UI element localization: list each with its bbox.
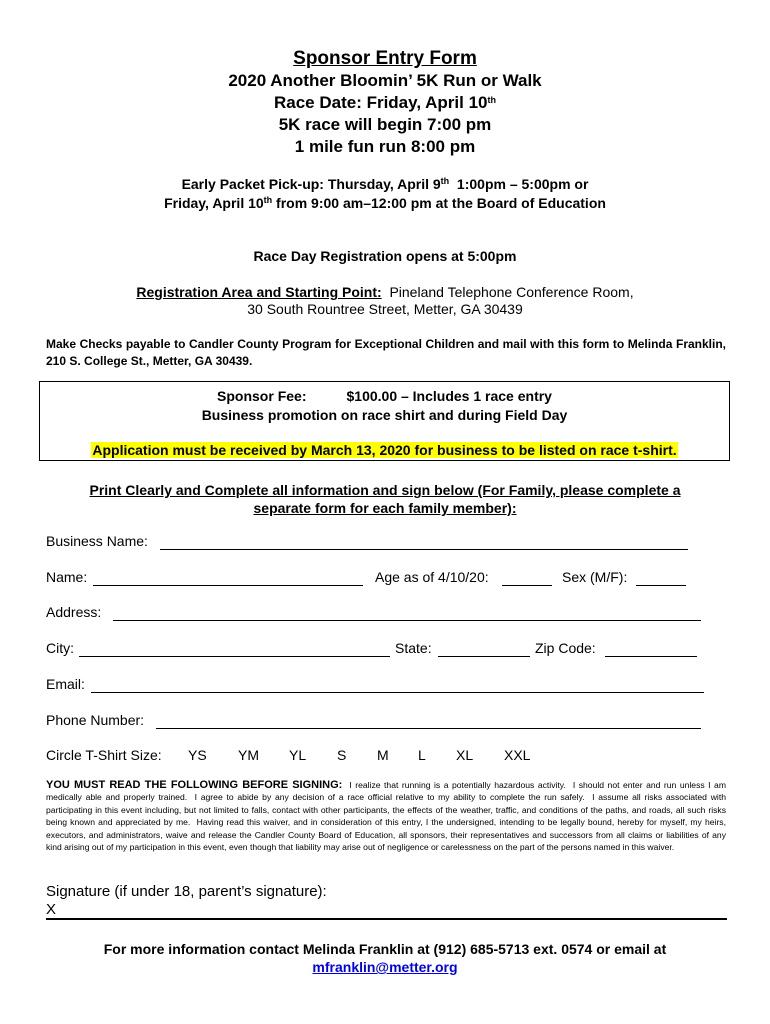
- waiver-text: [46, 779, 729, 853]
- sponsor-fee-value: $100.00 – Includes 1 race entry: [346, 388, 552, 404]
- phone-field[interactable]: [156, 728, 701, 729]
- pickup-line1-suffix: th: [440, 176, 450, 186]
- sponsor-fee-line: [40, 388, 729, 404]
- print-instructions: Print Clearly and Complete all information and sign below (For Family, please complete a separate form for each family member):: [89, 482, 681, 516]
- name-field[interactable]: [93, 585, 363, 586]
- signature-label: Signature (if under 18, parent’s signature):: [46, 883, 327, 900]
- 5k-start-time: 5K race will begin 7:00 pm: [278, 115, 492, 134]
- tshirt-size-yl[interactable]: YL: [289, 747, 307, 763]
- registration-label: Registration Area and Starting Point:: [136, 284, 382, 300]
- sex-field[interactable]: [636, 585, 686, 586]
- email-field[interactable]: [91, 692, 704, 693]
- business-promotion: Business promotion on race shirt and during Field Day: [201, 407, 568, 423]
- email-label: Email:: [46, 676, 85, 692]
- tshirt-size-label: Circle T-Shirt Size:: [46, 747, 162, 763]
- sponsor-fee-box: [39, 381, 730, 461]
- sponsor-fee-label: Sponsor Fee:: [217, 388, 307, 404]
- fun-run-time: 1 mile fun run 8:00 pm: [294, 137, 476, 156]
- contact-text: For more information contact Melinda Franklin at (912) 685-5713 ext. 0574 or email at: [103, 941, 667, 957]
- deadline-notice: [40, 442, 729, 458]
- tshirt-size-xxl[interactable]: XXL: [504, 747, 531, 763]
- pickup-line2-text: Friday, April 10: [164, 195, 264, 211]
- business-name-label: Business Name:: [46, 533, 148, 549]
- waiver-body: I realize that running is a potentially hazardous activity. I should not enter and run unless I am medically able and properly trained. I agree to abide by any decision of a race official relative to my ability to complete the run safely. I assume all risks associated with participating in this event including, but not limited to falls, contact with other participants, the effects of the weather, traffic, and conditions of the paths, and roads, all such risks being known and appreciated by me. Having read this waiver, and in consideration of this entry, I the undersigned, intending to be legally bound, hereby for myself, my heirs, executors, and administrators, waive and release the Candler County Board of Education, all sponsors, their representatives and successors from all claims or liabilities of any kind arising out of my participation in this event, even though that liability may arise out of negligence or carelessness on the part of the persons named in this waiver.: [46, 780, 729, 853]
- state-field[interactable]: [438, 656, 530, 657]
- form-title: Sponsor Entry Form: [293, 48, 477, 69]
- age-field[interactable]: [502, 585, 552, 586]
- tshirt-size-ys[interactable]: YS: [188, 747, 207, 763]
- race-date: [0, 93, 770, 113]
- event-name: 2020 Another Bloomin’ 5K Run or Walk: [228, 71, 542, 90]
- waiver-lead: YOU MUST READ THE FOLLOWING BEFORE SIGNING:: [46, 779, 343, 791]
- contact-info: [0, 940, 770, 976]
- registration-area: [0, 284, 770, 300]
- signature-mark: X: [46, 901, 57, 918]
- business-name-field[interactable]: [160, 549, 688, 550]
- sex-label: Sex (M/F):: [562, 569, 628, 585]
- city-field[interactable]: [79, 656, 390, 657]
- tshirt-size-m[interactable]: M: [377, 747, 389, 763]
- contact-email-link[interactable]: mfranklin@metter.org: [312, 959, 458, 975]
- pickup-line1-time: 1:00pm – 5:00pm or: [449, 176, 589, 192]
- age-label: Age as of 4/10/20:: [375, 569, 489, 585]
- city-label: City:: [46, 640, 74, 656]
- state-label: State:: [395, 640, 432, 656]
- checks-instructions: Make Checks payable to Candler County Program for Exceptional Children and mail with this form to Melinda Franklin, 210 S. College St., Metter, GA 30439.: [46, 337, 726, 368]
- tshirt-size-s[interactable]: S: [337, 747, 347, 763]
- zip-field[interactable]: [605, 656, 697, 657]
- registration-value: Pineland Telephone Conference Room,: [381, 284, 634, 300]
- name-label: Name:: [46, 569, 88, 585]
- tshirt-size-xl[interactable]: XL: [456, 747, 474, 763]
- address-label: Address:: [46, 604, 102, 620]
- pickup-line2-time: from 9:00 am–12:00 pm at the Board of Education: [272, 195, 606, 211]
- race-date-suffix: th: [487, 95, 497, 105]
- packet-pickup-line2: [0, 195, 770, 211]
- race-day-registration: Race Day Registration opens at 5:00pm: [253, 248, 517, 264]
- tshirt-size-l[interactable]: L: [418, 747, 426, 763]
- race-date-text: Race Date: Friday, April 10: [273, 93, 488, 112]
- pickup-line1-text: Early Packet Pick-up: Thursday, April 9: [181, 176, 441, 192]
- packet-pickup-line1: [0, 176, 770, 192]
- registration-address: 30 South Rountree Street, Metter, GA 30439: [247, 301, 523, 317]
- zip-label: Zip Code:: [535, 640, 596, 656]
- address-field[interactable]: [113, 620, 701, 621]
- signature-field[interactable]: [46, 918, 727, 920]
- phone-label: Phone Number:: [46, 712, 145, 728]
- deadline-highlight: Application must be received by March 13, 2020 for business to be listed on race t-shirt.: [92, 442, 677, 458]
- tshirt-size-ym[interactable]: YM: [238, 747, 259, 763]
- pickup-line2-suffix: th: [263, 195, 273, 205]
